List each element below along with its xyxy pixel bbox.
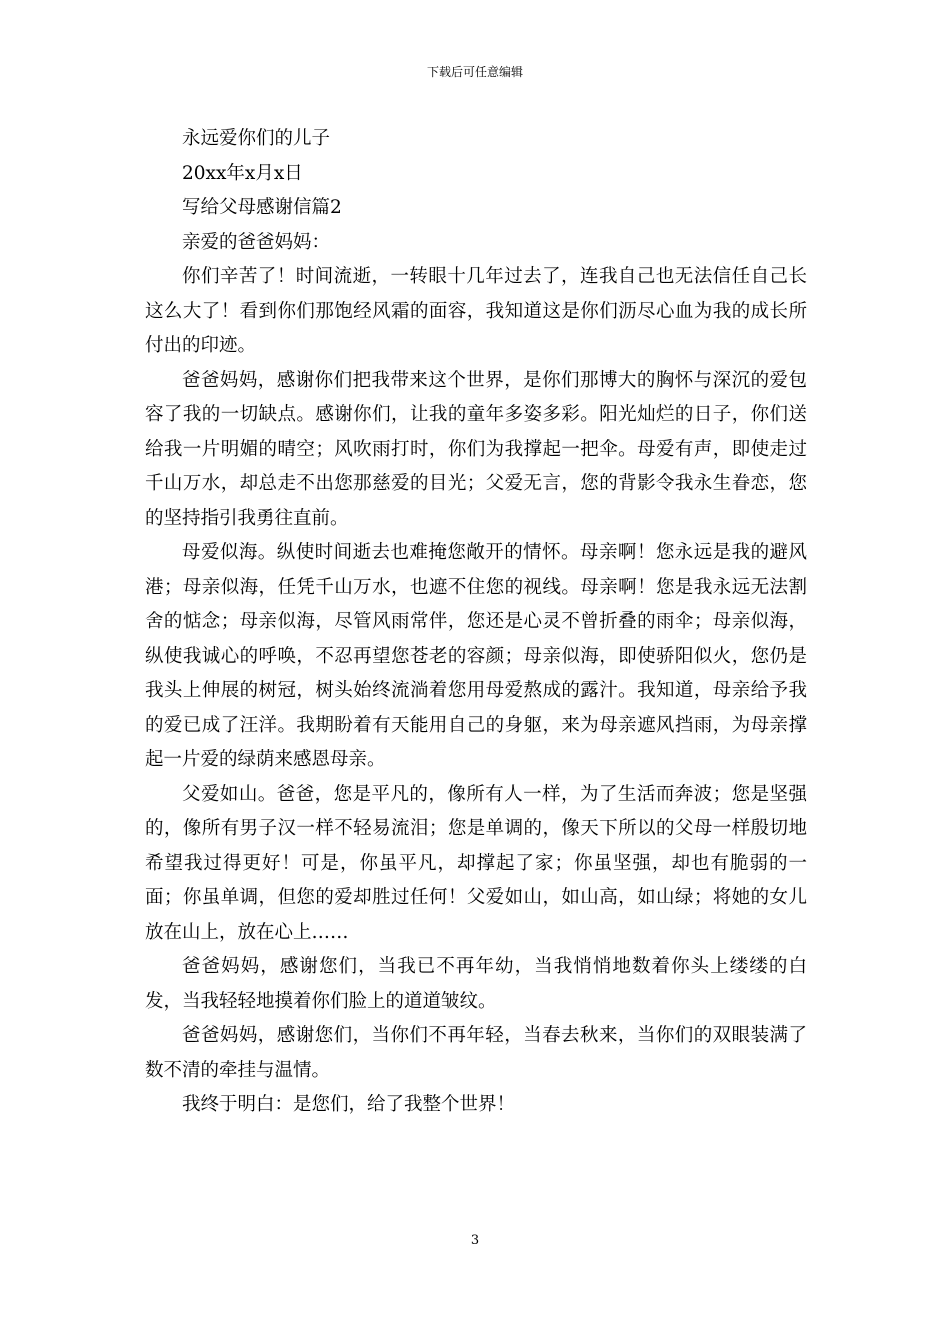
document-body: [145, 122, 807, 1123]
paragraph: 爸爸妈妈，感谢您们，当我已不再年幼，当我悄悄地数着你头上缕缕的白发，当我轻轻地摸着你们脸上的道道皱纹。: [145, 956, 807, 1012]
paragraph: 母爱似海。纵使时间逝去也难掩您敞开的情怀。母亲啊！您永远是我的避风港；母亲似海，任凭千山万水，也遮不住您的视线。母亲啊！您是我永远无法割舍的惦念；母亲似海，尽管风雨常伴，您还是心灵不曾折叠的雨伞；母亲似海，纵使我诚心的呼唤，不忍再望您苍老的容颜；母亲似海，即使骄阳似火，您仍是我头上伸展的树冠，树头始终流淌着您用母爱熬成的露汁。我知道，母亲给予我的爱已成了汪洋。我期盼着有天能用自己的身躯，来为母亲遮风挡雨，为母亲撑起一片爱的绿荫来感恩母亲。: [145, 542, 807, 770]
page-number: 3: [470, 1233, 480, 1248]
page-header-note: 下载后可任意编辑: [426, 65, 523, 79]
paragraph: 父爱如山。爸爸，您是平凡的，像所有人一样，为了生活而奔波；您是坚强的，像所有男子汉一样不轻易流泪；您是单调的，像天下所以的父母一样殷切地希望我过得更好！可是，你虽平凡，却撑起了家；你虽坚强，却也有脆弱的一面；你虽单调，但您的爱却胜过任何！父爱如山，如山高，如山绿；将她的女儿放在山上，放在心上……: [145, 783, 807, 943]
paragraph: 爸爸妈妈，感谢你们把我带来这个世界，是你们那博大的胸怀与深沉的爱包容了我的一切缺点。感谢你们，让我的童年多姿多彩。阳光灿烂的日子，你们送给我一片明媚的晴空；风吹雨打时，你们为我撑起一把伞。母爱有声，即使走过千山万水，却总走不出您那慈爱的目光；父爱无言，您的背影令我永生眷恋，您的坚持指引我勇往直前。: [145, 369, 807, 529]
letter-date: 20xx年x月x日: [182, 162, 303, 184]
letter-salutation: 亲爱的爸爸妈妈：: [182, 231, 331, 253]
paragraph: 我终于明白：是您们，给了我整个世界！: [182, 1094, 516, 1115]
letter-signature: 永远爱你们的儿子: [182, 128, 331, 149]
letter-title: 写给父母感谢信篇2: [182, 197, 342, 218]
paragraph: 你们辛苦了！时间流逝，一转眼十几年过去了，连我自己也无法信任自己长这么大了！看到你们那饱经风霜的面容，我知道这是你们沥尽心血为我的成长所付出的印迹。: [145, 266, 807, 356]
paragraph: 爸爸妈妈，感谢您们，当你们不再年轻，当春去秋来，当你们的双眼装满了数不清的牵挂与温情。: [145, 1025, 807, 1081]
